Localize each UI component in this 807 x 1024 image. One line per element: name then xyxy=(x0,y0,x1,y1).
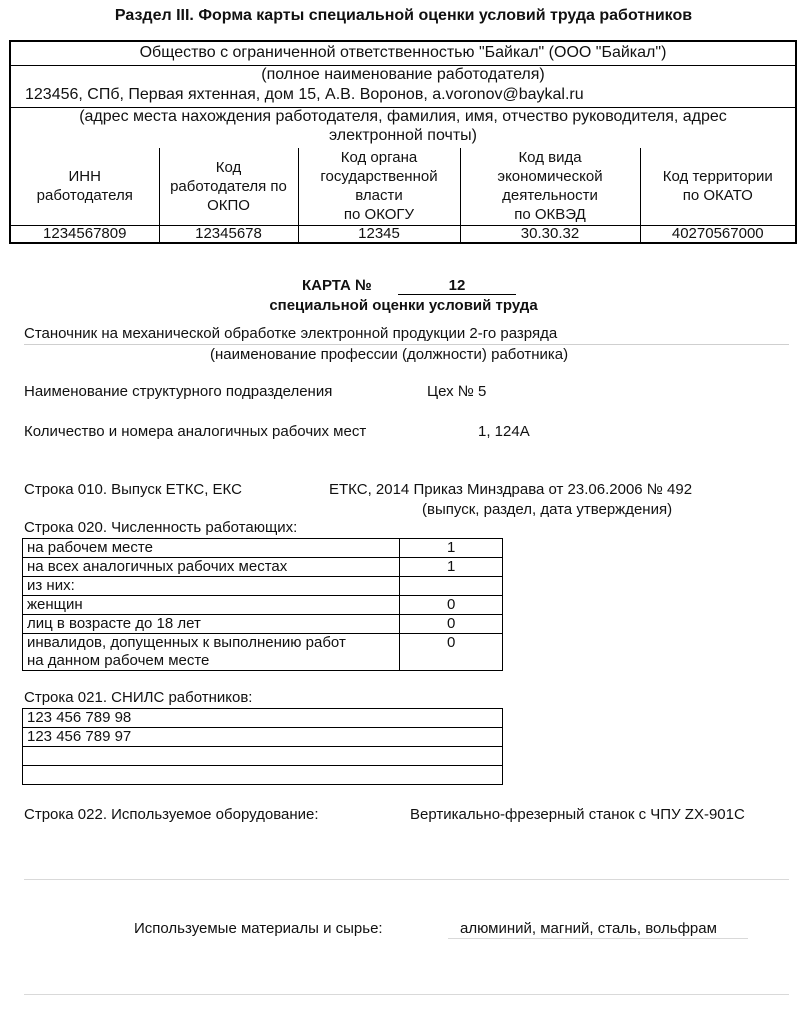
value-okato: 40270567000 xyxy=(640,225,795,242)
header-inn: ИНН работодателя xyxy=(11,148,159,225)
table-row: инвалидов, допущенных к выполнению работ на данном рабочем месте 0 xyxy=(23,634,503,671)
materials-value: алюминий, магний, сталь, вольфрам xyxy=(460,920,717,937)
row010-value: ЕТКС, 2014 Приказ Минздрава от 23.06.2006 № 492 xyxy=(329,481,693,498)
table-row xyxy=(23,747,503,766)
row010-label: Строка 010. Выпуск ЕТКС, ЕКС xyxy=(24,481,242,498)
card-label: КАРТА № xyxy=(302,277,372,294)
row021-table xyxy=(22,708,503,785)
row022-label: Строка 022. Используемое оборудование: xyxy=(24,806,319,823)
table-row: женщин 0 xyxy=(23,596,503,615)
employer-address: 123456, СПб, Первая яхтенная, дом 15, А.В. Воронов, a.voronov@baykal.ru xyxy=(25,86,584,103)
table-row: лиц в возрасте до 18 лет 0 xyxy=(23,615,503,634)
unit-label: Наименование структурного подразделения xyxy=(24,383,333,400)
materials-label: Используемые материалы и сырье: xyxy=(134,920,383,937)
employer-name-caption: (полное наименование работодателя) xyxy=(261,66,545,83)
employer-address-caption-2: электронной почты) xyxy=(328,127,477,144)
section-title: Раздел III. Форма карты специальной оценки условий труда работников xyxy=(114,7,693,24)
table-row: 123 456 789 98 xyxy=(23,709,503,728)
row010-caption: (выпуск, раздел, дата утверждения) xyxy=(422,501,673,518)
similar-label: Количество и номера аналогичных рабочих мест xyxy=(24,423,367,440)
row020-label: Строка 020. Численность работающих: xyxy=(24,519,298,536)
table-row: на всех аналогичных рабочих местах 1 xyxy=(23,558,503,577)
header-okogu: Код органа государственной власти по ОКОГУ xyxy=(298,148,460,225)
row020-table xyxy=(22,538,503,671)
card-number: 12 xyxy=(398,277,516,295)
value-okogu: 12345 xyxy=(298,225,460,242)
table-row: из них: xyxy=(23,577,503,596)
table-row xyxy=(23,766,503,785)
table-row: 123 456 789 97 xyxy=(23,728,503,747)
employer-name: Общество с ограниченной ответственностью "Байкал" (ООО "Байкал") xyxy=(139,44,667,61)
unit-value: Цех № 5 xyxy=(427,383,487,400)
value-okved: 30.30.32 xyxy=(460,225,640,242)
profession-value: Станочник на механической обработке электронной продукции 2-го разряда xyxy=(24,325,558,342)
value-okpo: 12345678 xyxy=(159,225,298,242)
card-subtitle: специальной оценки условий труда xyxy=(269,297,538,314)
value-inn: 1234567809 xyxy=(11,225,159,242)
table-row: на рабочем месте 1 xyxy=(23,539,503,558)
row021-label: Строка 021. СНИЛС работников: xyxy=(24,689,253,706)
similar-value: 1, 124А xyxy=(478,423,530,440)
employer-codes-table xyxy=(11,148,795,242)
header-okved: Код вида экономической деятельности по ОКВЭД xyxy=(460,148,640,225)
row022-value: Вертикально-фрезерный станок с ЧПУ ZX-901C xyxy=(410,806,745,823)
header-okpo: Код работодателя по ОКПО xyxy=(159,148,298,225)
profession-caption: (наименование профессии (должности) работника) xyxy=(210,346,569,363)
employer-block xyxy=(9,40,797,244)
header-okato: Код территории по ОКАТО xyxy=(640,148,795,225)
employer-address-caption-1: (адрес места нахождения работодателя, фамилия, имя, отчество руководителя, адрес xyxy=(79,108,727,125)
